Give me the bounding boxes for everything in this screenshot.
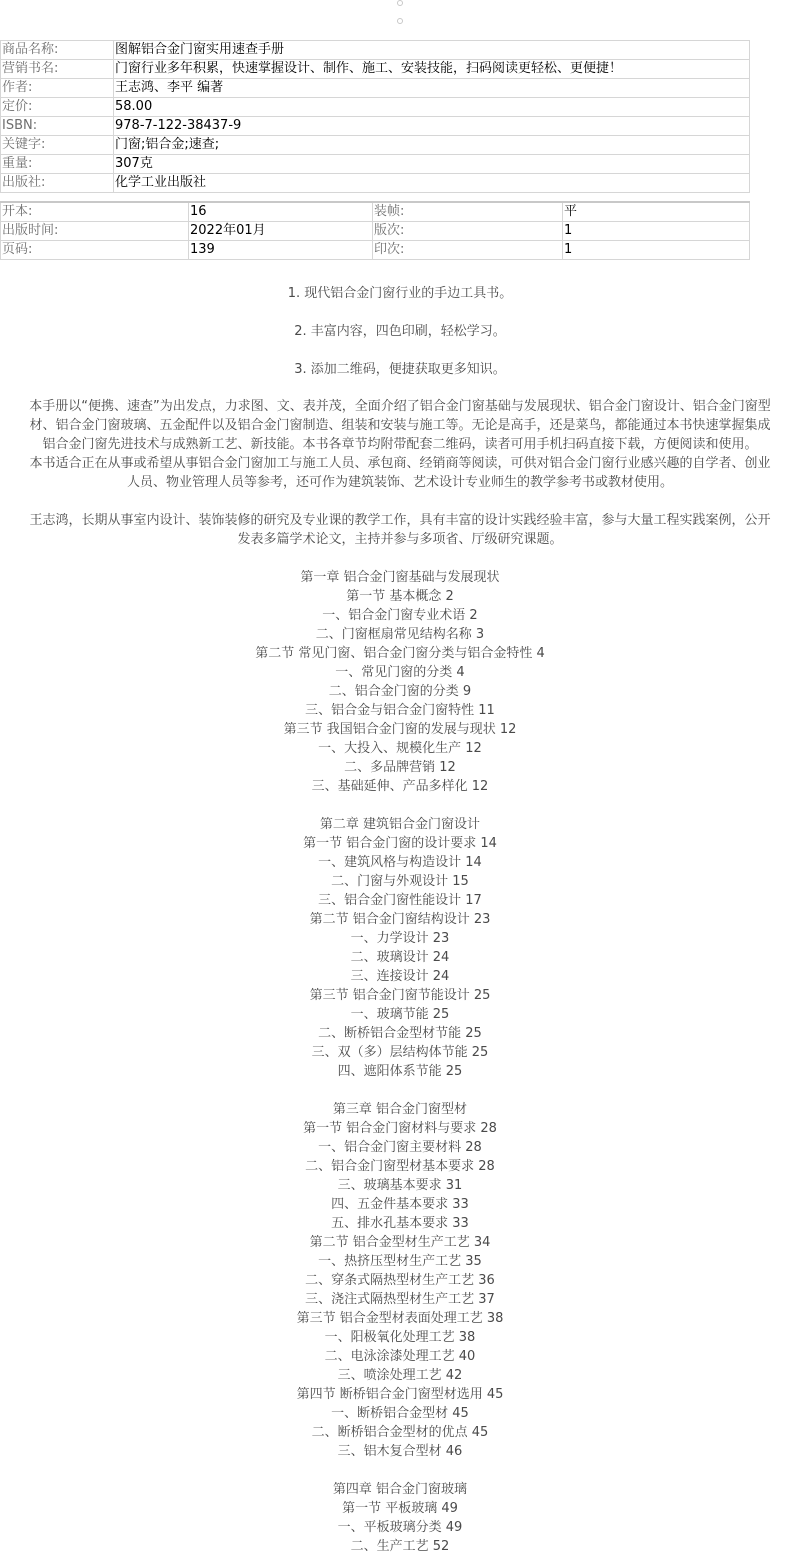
info-value: 307克 [114, 155, 750, 174]
toc-entry: 二、穿条式隔热型材生产工艺 36 [305, 1273, 495, 1288]
attribute-row [1, 241, 750, 260]
toc-spacer [0, 1081, 800, 1100]
toc-entry: 第三节 我国铝合金门窗的发展与现状 12 [283, 722, 517, 737]
info-row [1, 79, 750, 98]
toc-entry: 三、喷涂处理工艺 42 [337, 1368, 463, 1383]
toc-entry: 第三章 铝合金门窗型材 [332, 1102, 468, 1117]
toc-entry: 二、玻璃设计 24 [350, 950, 450, 965]
toc-entry: 一、热挤压型材生产工艺 35 [318, 1254, 482, 1269]
info-row [1, 174, 750, 193]
attribute-label: 版次: [373, 222, 563, 241]
info-label: ISBN: [1, 117, 114, 136]
attribute-value: 1 [563, 241, 750, 260]
info-label: 定价: [1, 98, 114, 117]
toc-entry: 二、多品牌营销 12 [344, 760, 456, 775]
table-of-contents [0, 568, 800, 1556]
info-row [1, 155, 750, 174]
toc-entry: 二、生产工艺 52 [350, 1539, 450, 1554]
description-line: 人员、物业管理人员等参考，还可作为建筑装饰、艺术设计专业师生的教学参考书或教材使用。 [126, 475, 673, 490]
author-intro-line: 发表多篇学术论文，主持并参与多项省、厅级研究课题。 [237, 532, 563, 547]
toc-entry: 第三节 铝合金门窗节能设计 25 [309, 988, 491, 1003]
attribute-row [1, 202, 750, 222]
toc-entry: 第四节 断桥铝合金门窗型材选用 45 [296, 1387, 504, 1402]
toc-entry: 第三节 铝合金型材表面处理工艺 38 [296, 1311, 504, 1326]
feature-item: 2. 丰富内容，四色印刷，轻松学习。 [294, 324, 506, 339]
toc-entry: 二、铝合金门窗型材基本要求 28 [305, 1159, 495, 1174]
info-label: 出版社: [1, 174, 114, 193]
info-row [1, 117, 750, 136]
decorative-dot [397, 0, 403, 6]
info-value: 王志鸿、李平 编著 [114, 79, 750, 98]
attribute-value: 139 [189, 241, 373, 260]
toc-entry: 四、五金件基本要求 33 [331, 1197, 469, 1212]
toc-entry: 三、铝合金与铝合金门窗特性 11 [305, 703, 495, 718]
info-label: 营销书名: [1, 60, 114, 79]
toc-entry: 三、铝木复合型材 46 [337, 1444, 463, 1459]
description-line: 本手册以“便携、速查”为出发点，力求图、文、表并茂，全面介绍了铝合金门窗基础与发展现状、铝合金门窗设计、铝合金门窗型 [29, 399, 771, 414]
info-label: 重量: [1, 155, 114, 174]
info-label: 作者: [1, 79, 114, 98]
attribute-value: 2022年01月 [189, 222, 373, 241]
toc-entry: 第四章 铝合金门窗玻璃 [332, 1482, 468, 1497]
attribute-label: 出版时间: [1, 222, 189, 241]
description-line: 材、铝合金门窗玻璃、五金配件以及铝合金门窗制造、组装和安装与施工等。无论是高手，还是菜鸟，都能通过本书快速掌握集成 [29, 418, 771, 433]
toc-entry: 第二节 常见门窗、铝合金门窗分类与铝合金特性 4 [255, 646, 545, 661]
toc-entry: 二、断桥铝合金型材节能 25 [318, 1026, 482, 1041]
description-line: 本书适合正在从事或希望从事铝合金门窗加工与施工人员、承包商、经销商等阅读，可供对铝合金门窗行业感兴趣的自学者、创业 [29, 456, 771, 471]
toc-entry: 二、铝合金门窗的分类 9 [328, 684, 472, 699]
feature-list [0, 284, 800, 398]
attribute-value: 平 [563, 202, 750, 222]
book-description [0, 397, 800, 492]
info-row [1, 60, 750, 79]
toc-entry: 第一节 基本概念 2 [346, 589, 454, 604]
toc-entry: 一、铝合金门窗专业术语 2 [322, 608, 478, 623]
toc-entry: 二、门窗框扇常见结构名称 3 [315, 627, 485, 642]
toc-entry: 一、断桥铝合金型材 45 [331, 1406, 469, 1421]
info-value: 978-7-122-38437-9 [114, 117, 750, 136]
author-introduction [0, 511, 800, 549]
toc-entry: 三、基础延伸、产品多样化 12 [311, 779, 489, 794]
info-label: 商品名称: [1, 41, 114, 60]
description-line: 铝合金门窗先进技术与成熟新工艺、新技能。本书各章节均附带配套二维码，读者可用手机扫码直接下载，方便阅读和使用。 [42, 437, 758, 452]
info-value: 化学工业出版社 [114, 174, 750, 193]
author-intro-line: 王志鸿，长期从事室内设计、装饰装修的研究及专业课的教学工作，具有丰富的设计实践经验丰富，参与大量工程实践案例，公开 [29, 513, 771, 528]
decorative-dot [397, 18, 403, 24]
feature-item: 3. 添加二维码，便捷获取更多知识。 [294, 362, 506, 377]
attribute-label: 装帧: [373, 202, 563, 222]
toc-entry: 一、玻璃节能 25 [350, 1007, 450, 1022]
toc-entry: 一、平板玻璃分类 49 [337, 1520, 463, 1535]
toc-entry: 二、断桥铝合金型材的优点 45 [311, 1425, 489, 1440]
toc-entry: 三、玻璃基本要求 31 [337, 1178, 463, 1193]
attribute-label: 开本: [1, 202, 189, 222]
info-label: 关键字: [1, 136, 114, 155]
attribute-label: 印次: [373, 241, 563, 260]
toc-entry: 第一节 铝合金门窗的设计要求 14 [303, 836, 497, 851]
attribute-value: 16 [189, 202, 373, 222]
toc-entry: 二、电泳涂漆处理工艺 40 [324, 1349, 476, 1364]
toc-entry: 五、排水孔基本要求 33 [331, 1216, 469, 1231]
toc-spacer [0, 1461, 800, 1480]
toc-entry: 三、双（多）层结构体节能 25 [311, 1045, 489, 1060]
toc-entry: 第一节 铝合金门窗材料与要求 28 [303, 1121, 497, 1136]
attribute-row [1, 222, 750, 241]
product-info-table [0, 40, 750, 193]
toc-entry: 第二章 建筑铝合金门窗设计 [319, 817, 481, 832]
toc-entry: 一、建筑风格与构造设计 14 [318, 855, 482, 870]
toc-entry: 第一节 平板玻璃 49 [342, 1501, 458, 1516]
info-row [1, 41, 750, 60]
product-attributes-table [0, 201, 750, 260]
info-value: 图解铝合金门窗实用速查手册 [114, 41, 750, 60]
attribute-label: 页码: [1, 241, 189, 260]
feature-item: 1. 现代铝合金门窗行业的手边工具书。 [287, 286, 513, 301]
toc-spacer [0, 796, 800, 815]
toc-entry: 二、门窗与外观设计 15 [331, 874, 469, 889]
toc-entry: 三、铝合金门窗性能设计 17 [318, 893, 482, 908]
toc-entry: 第二节 铝合金型材生产工艺 34 [309, 1235, 491, 1250]
toc-entry: 四、遮阳体系节能 25 [337, 1064, 463, 1079]
toc-entry: 一、铝合金门窗主要材料 28 [318, 1140, 482, 1155]
info-row [1, 98, 750, 117]
attribute-value: 1 [563, 222, 750, 241]
info-value: 门窗行业多年积累，快速掌握设计、制作、施工、安装技能，扫码阅读更轻松、更便捷！ [114, 60, 750, 79]
toc-entry: 一、力学设计 23 [350, 931, 450, 946]
toc-entry: 一、常见门窗的分类 4 [335, 665, 465, 680]
toc-entry: 三、连接设计 24 [350, 969, 450, 984]
toc-entry: 三、浇注式隔热型材生产工艺 37 [305, 1292, 495, 1307]
toc-entry: 第一章 铝合金门窗基础与发展现状 [300, 570, 500, 585]
info-value: 门窗;铝合金;速查; [114, 136, 750, 155]
toc-entry: 一、大投入、规模化生产 12 [318, 741, 482, 756]
info-row [1, 136, 750, 155]
toc-entry: 第二节 铝合金门窗结构设计 23 [309, 912, 491, 927]
info-value: 58.00 [114, 98, 750, 117]
toc-entry: 一、阳极氧化处理工艺 38 [324, 1330, 476, 1345]
